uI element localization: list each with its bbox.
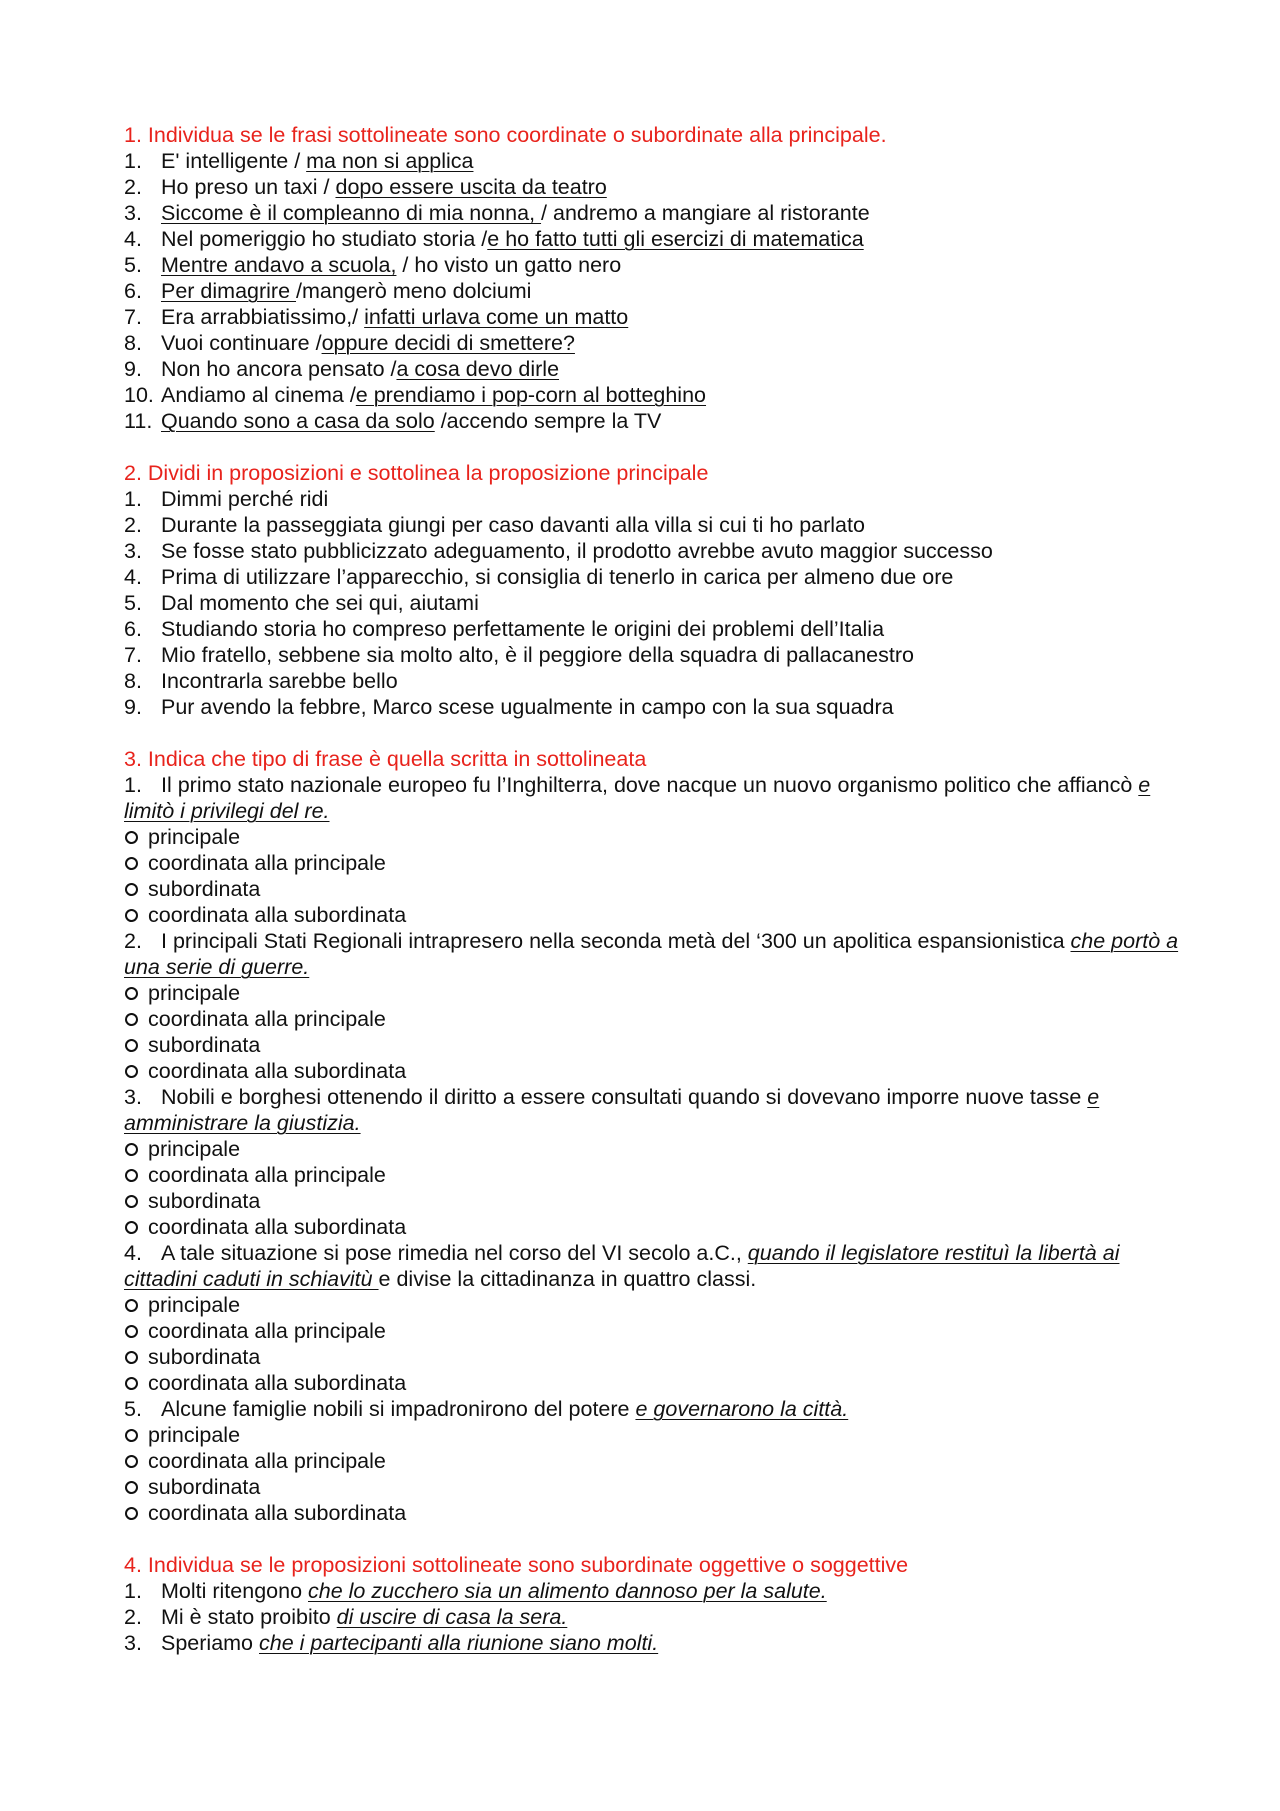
sentence-text: E' intelligente / xyxy=(161,149,307,173)
list-item xyxy=(124,174,1184,200)
sentence-text: Non ho ancora pensato / xyxy=(161,357,397,381)
item-text: Incontrarla sarebbe bello xyxy=(161,669,398,693)
list-item xyxy=(124,564,1184,590)
item-number: 4. xyxy=(124,565,142,589)
list-item xyxy=(124,382,1184,408)
sentence-text: Nobili e borghesi ottenendo il diritto a essere consultati quando si dovevano imporre nuove tasse xyxy=(161,1085,1088,1109)
sentence-text: Molti ritengono xyxy=(161,1579,308,1603)
answer-option[interactable] xyxy=(124,1188,1184,1214)
sentence-text: Era arrabbiatissimo,/ xyxy=(161,305,365,329)
list-item xyxy=(124,252,1184,278)
sentence-text: Mi è stato proibito xyxy=(161,1605,337,1629)
answer-option[interactable] xyxy=(124,1422,1184,1448)
item-number: 6. xyxy=(124,617,142,641)
item-text xyxy=(161,330,575,356)
underlined-phrase: Per dimagrire xyxy=(161,279,297,303)
list-item xyxy=(124,304,1184,330)
sentence-text: /accendo sempre la TV xyxy=(434,409,662,433)
item-number: 6. xyxy=(124,279,142,303)
radio-circle-icon[interactable] xyxy=(125,1195,138,1208)
sentence-text: A tale situazione si pose rimedia nel corso del VI secolo a.C., xyxy=(161,1241,748,1265)
option-label: principale xyxy=(148,1423,241,1447)
item-text: Pur avendo la febbre, Marco scese ugualmente in campo con la sua squadra xyxy=(161,695,894,719)
answer-option[interactable] xyxy=(124,1162,1184,1188)
item-text xyxy=(161,1604,567,1630)
question-number: 4. xyxy=(124,1241,142,1265)
radio-circle-icon[interactable] xyxy=(125,1143,138,1156)
underlined-phrase: ma non si applica xyxy=(306,149,474,173)
question-text xyxy=(124,772,1184,824)
question-number: 3. xyxy=(124,1085,142,1109)
section-3 xyxy=(124,746,1184,1526)
item-text: Se fosse stato pubblicizzato adeguamento, il prodotto avrebbe avuto maggior successo xyxy=(161,539,993,563)
list-item xyxy=(124,694,1184,720)
radio-circle-icon[interactable] xyxy=(125,883,138,896)
item-number: 2. xyxy=(124,513,142,537)
underlined-phrase: e amministrare la giustizia. xyxy=(124,1085,1100,1135)
answer-option[interactable] xyxy=(124,1500,1184,1526)
option-label: coordinata alla subordinata xyxy=(148,1215,407,1239)
list-item xyxy=(124,1630,1184,1656)
option-label: coordinata alla principale xyxy=(148,851,386,875)
list-item xyxy=(124,200,1184,226)
question-text xyxy=(124,1396,1184,1422)
answer-option[interactable] xyxy=(124,1006,1184,1032)
question-text xyxy=(124,928,1184,980)
item-number: 4. xyxy=(124,227,142,251)
option-label: coordinata alla principale xyxy=(148,1163,386,1187)
item-text: Dimmi perché ridi xyxy=(161,487,329,511)
section-4-list xyxy=(124,1578,1184,1656)
radio-circle-icon[interactable] xyxy=(125,1481,138,1494)
option-label: principale xyxy=(148,1137,241,1161)
underlined-phrase: Siccome è il compleanno di mia nonna, xyxy=(161,201,542,225)
underlined-phrase: a cosa devo dirle xyxy=(396,357,560,381)
list-item xyxy=(124,486,1184,512)
list-item xyxy=(124,1578,1184,1604)
item-number: 3. xyxy=(124,539,142,563)
sentence-text: I principali Stati Regionali intrapresero nella seconda metà del ‘300 un apolitica espansionistica xyxy=(161,929,1071,953)
sentence-text: Il primo stato nazionale europeo fu l’Inghilterra, dove nacque un nuovo organismo politico che affiancò xyxy=(161,773,1139,797)
answer-option[interactable] xyxy=(124,1214,1184,1240)
answer-option[interactable] xyxy=(124,902,1184,928)
item-text: Studiando storia ho compreso perfettamente le origini dei problemi dell’Italia xyxy=(161,617,885,641)
underlined-phrase: e ho fatto tutti gli esercizi di matematica xyxy=(487,227,864,251)
item-number: 8. xyxy=(124,669,142,693)
list-item xyxy=(124,148,1184,174)
question-text xyxy=(124,1084,1184,1136)
option-label: coordinata alla subordinata xyxy=(148,1371,407,1395)
list-item xyxy=(124,642,1184,668)
option-label: principale xyxy=(148,825,241,849)
option-label: coordinata alla subordinata xyxy=(148,1501,407,1525)
item-number: 9. xyxy=(124,695,142,719)
item-text xyxy=(161,382,706,408)
section-1 xyxy=(124,122,1184,434)
list-item xyxy=(124,512,1184,538)
section-4 xyxy=(124,1552,1184,1656)
radio-circle-icon[interactable] xyxy=(125,1039,138,1052)
answer-option[interactable] xyxy=(124,1344,1184,1370)
answer-option[interactable] xyxy=(124,824,1184,850)
item-number: 10. xyxy=(124,383,154,407)
underlined-phrase: Mentre andavo a scuola, xyxy=(161,253,397,277)
question-number: 1. xyxy=(124,773,142,797)
radio-circle-icon[interactable] xyxy=(125,1325,138,1338)
item-text xyxy=(161,174,607,200)
radio-circle-icon[interactable] xyxy=(125,1377,138,1390)
sentence-text: / ho visto un gatto nero xyxy=(396,253,622,277)
answer-option[interactable] xyxy=(124,850,1184,876)
item-number: 9. xyxy=(124,357,142,381)
section-2-list xyxy=(124,486,1184,720)
answer-option[interactable] xyxy=(124,1136,1184,1162)
underlined-phrase: infatti urlava come un matto xyxy=(364,305,629,329)
item-text xyxy=(161,148,473,174)
list-item xyxy=(124,1604,1184,1630)
sentence-text: /mangerò meno dolciumi xyxy=(296,279,532,303)
item-text xyxy=(161,408,661,434)
sentence-text: / andremo a mangiare al ristorante xyxy=(541,201,870,225)
list-item xyxy=(124,330,1184,356)
item-text xyxy=(161,356,559,382)
list-item xyxy=(124,616,1184,642)
worksheet-page xyxy=(124,122,1184,1656)
option-label: coordinata alla subordinata xyxy=(148,903,407,927)
radio-circle-icon[interactable] xyxy=(125,1169,138,1182)
answer-option[interactable] xyxy=(124,1318,1184,1344)
option-label: coordinata alla subordinata xyxy=(148,1059,407,1083)
list-item xyxy=(124,226,1184,252)
section-4-heading: 4. Individua se le proposizioni sottolineate sono subordinate oggettive o soggettive xyxy=(124,1553,909,1577)
radio-circle-icon[interactable] xyxy=(125,1351,138,1364)
item-number: 2. xyxy=(124,175,142,199)
radio-circle-icon[interactable] xyxy=(125,909,138,922)
answer-option[interactable] xyxy=(124,1292,1184,1318)
item-number: 7. xyxy=(124,305,142,329)
answer-option[interactable] xyxy=(124,1448,1184,1474)
item-number: 1. xyxy=(124,487,142,511)
underlined-phrase: che i partecipanti alla riunione siano molti. xyxy=(259,1631,659,1655)
underlined-phrase: quando il legislatore restituì la libertà ai cittadini caduti in schiavitù xyxy=(124,1241,1120,1291)
underlined-phrase: e governarono la città. xyxy=(635,1397,849,1421)
list-item xyxy=(124,538,1184,564)
option-label: subordinata xyxy=(148,1345,261,1369)
radio-circle-icon[interactable] xyxy=(125,1455,138,1468)
option-label: coordinata alla principale xyxy=(148,1007,386,1031)
underlined-phrase: di uscire di casa la sera. xyxy=(336,1605,568,1629)
item-text xyxy=(161,1578,827,1604)
section-3-list xyxy=(124,772,1184,1526)
list-item xyxy=(124,408,1184,434)
radio-circle-icon[interactable] xyxy=(125,1507,138,1520)
question-number: 2. xyxy=(124,929,142,953)
underlined-phrase: dopo essere uscita da teatro xyxy=(335,175,607,199)
sentence-text: Alcune famiglie nobili si impadronirono del potere xyxy=(161,1397,636,1421)
sentence-text: Speriamo xyxy=(161,1631,259,1655)
sentence-text: Andiamo al cinema / xyxy=(161,383,356,407)
item-text: Dal momento che sei qui, aiutami xyxy=(161,591,479,615)
section-2-heading: 2. Dividi in proposizioni e sottolinea la proposizione principale xyxy=(124,461,709,485)
question-text xyxy=(124,1240,1184,1292)
underlined-phrase: e prendiamo i pop-corn al botteghino xyxy=(355,383,707,407)
answer-option[interactable] xyxy=(124,1058,1184,1084)
underlined-phrase: oppure decidi di smettere? xyxy=(321,331,575,355)
radio-circle-icon[interactable] xyxy=(125,831,138,844)
item-number: 5. xyxy=(124,253,142,277)
item-number: 11. xyxy=(124,409,153,433)
option-label: subordinata xyxy=(148,877,261,901)
answer-option[interactable] xyxy=(124,1370,1184,1396)
item-text: Prima di utilizzare l’apparecchio, si consiglia di tenerlo in carica per almeno due ore xyxy=(161,565,954,589)
item-text xyxy=(161,226,864,252)
answer-option[interactable] xyxy=(124,876,1184,902)
radio-circle-icon[interactable] xyxy=(125,1221,138,1234)
list-item xyxy=(124,278,1184,304)
answer-option[interactable] xyxy=(124,1032,1184,1058)
section-1-heading: 1. Individua se le frasi sottolineate sono coordinate o subordinate alla principale. xyxy=(124,123,887,147)
section-3-heading: 3. Indica che tipo di frase è quella scritta in sottolineata xyxy=(124,747,647,771)
list-item xyxy=(124,356,1184,382)
underlined-phrase: che portò a una serie di guerre. xyxy=(124,929,1179,979)
radio-circle-icon[interactable] xyxy=(125,857,138,870)
item-number: 5. xyxy=(124,591,142,615)
item-number: 3. xyxy=(124,201,142,225)
option-label: subordinata xyxy=(148,1475,261,1499)
answer-option[interactable] xyxy=(124,980,1184,1006)
item-number: 2. xyxy=(124,1605,142,1629)
radio-circle-icon[interactable] xyxy=(125,1013,138,1026)
item-text xyxy=(161,1630,658,1656)
item-text: Mio fratello, sebbene sia molto alto, è il peggiore della squadra di pallacanestro xyxy=(161,643,914,667)
sentence-text: Vuoi continuare / xyxy=(161,331,322,355)
radio-circle-icon[interactable] xyxy=(125,987,138,1000)
option-label: subordinata xyxy=(148,1033,261,1057)
item-text xyxy=(161,278,531,304)
radio-circle-icon[interactable] xyxy=(125,1299,138,1312)
item-text xyxy=(161,200,870,226)
item-number: 7. xyxy=(124,643,142,667)
item-text xyxy=(161,304,628,330)
option-label: principale xyxy=(148,1293,241,1317)
underlined-phrase: Quando sono a casa da solo xyxy=(161,409,435,433)
sentence-text: Ho preso un taxi / xyxy=(161,175,336,199)
item-number: 1. xyxy=(124,149,142,173)
radio-circle-icon[interactable] xyxy=(125,1429,138,1442)
question-number: 5. xyxy=(124,1397,142,1421)
item-number: 1. xyxy=(124,1579,142,1603)
answer-option[interactable] xyxy=(124,1474,1184,1500)
underlined-phrase: che lo zucchero sia un alimento dannoso per la salute. xyxy=(308,1579,827,1603)
item-number: 3. xyxy=(124,1631,142,1655)
option-label: coordinata alla principale xyxy=(148,1449,386,1473)
list-item xyxy=(124,590,1184,616)
option-label: coordinata alla principale xyxy=(148,1319,386,1343)
list-item xyxy=(124,668,1184,694)
section-1-list xyxy=(124,148,1184,434)
option-label: principale xyxy=(148,981,241,1005)
item-text xyxy=(161,252,621,278)
sentence-text: e divise la cittadinanza in quattro classi. xyxy=(378,1267,757,1291)
item-text: Durante la passeggiata giungi per caso davanti alla villa si cui ti ho parlato xyxy=(161,513,865,537)
sentence-text: Nel pomeriggio ho studiato storia / xyxy=(161,227,488,251)
option-label: subordinata xyxy=(148,1189,261,1213)
item-number: 8. xyxy=(124,331,142,355)
radio-circle-icon[interactable] xyxy=(125,1065,138,1078)
section-2 xyxy=(124,460,1184,720)
underlined-phrase: e limitò i privilegi del re. xyxy=(124,773,1151,823)
